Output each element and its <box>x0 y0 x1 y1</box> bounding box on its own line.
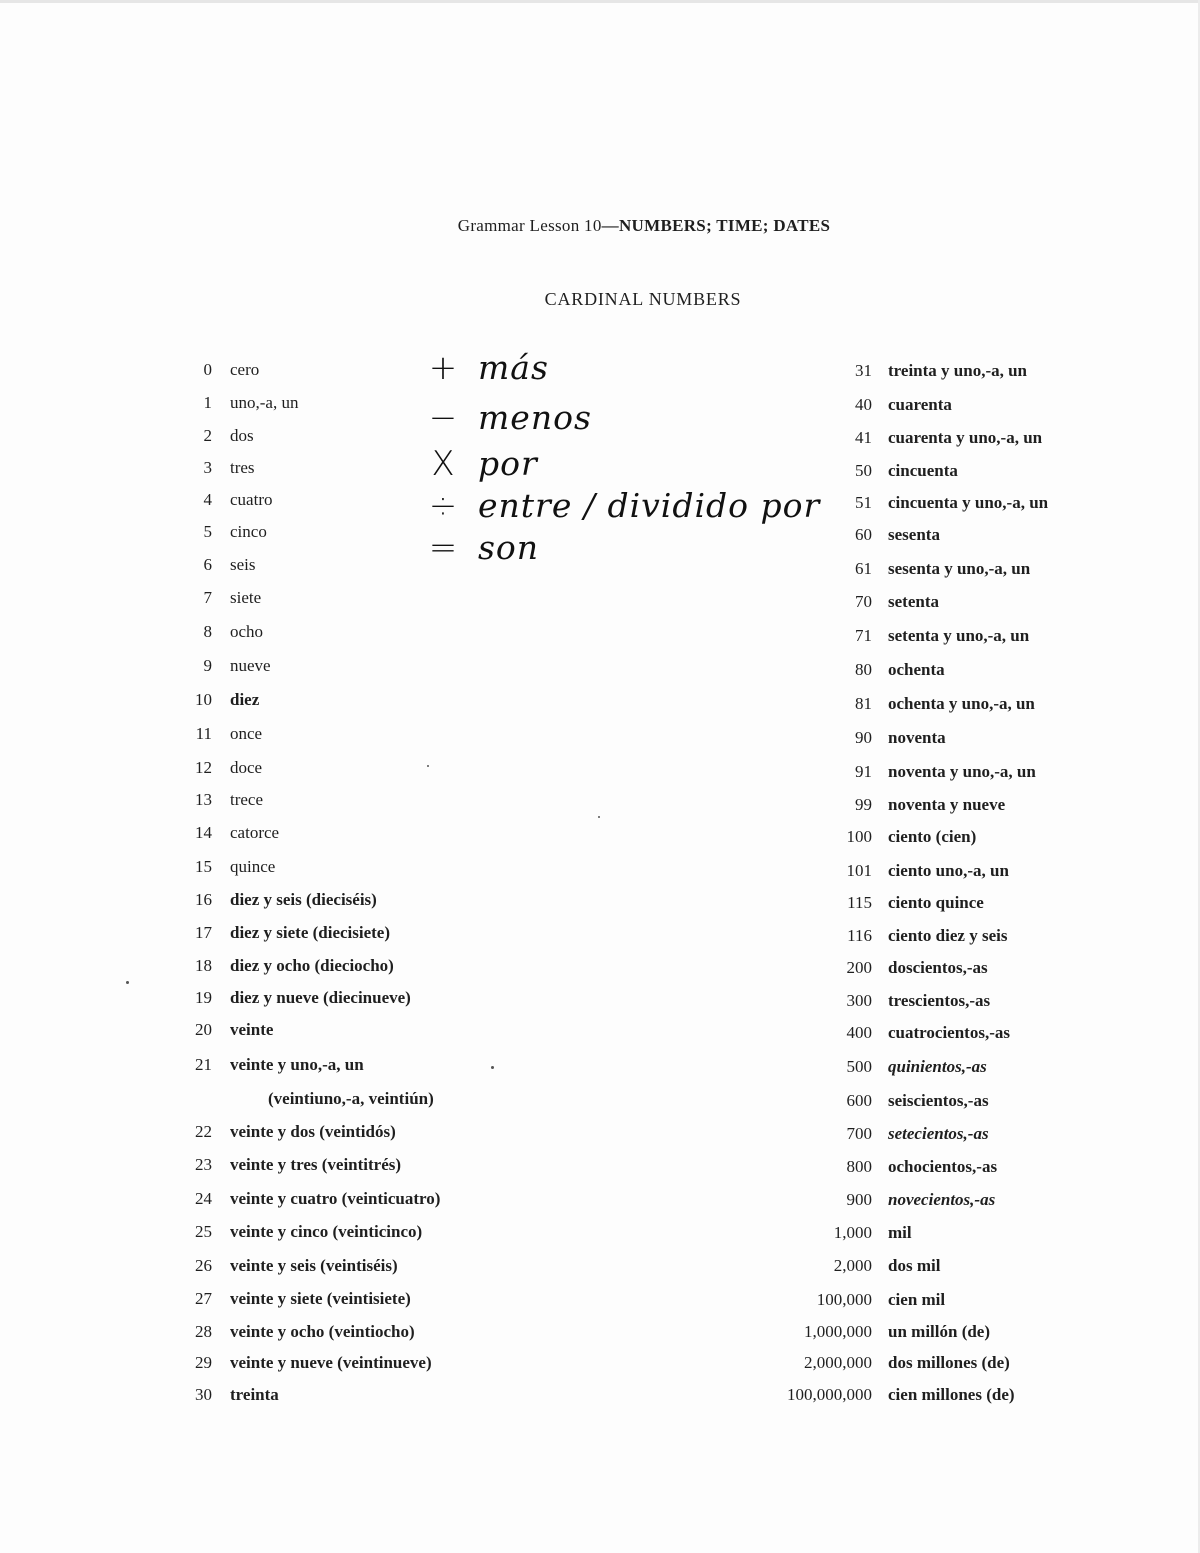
spanish-word: doscientos,-as <box>888 958 988 977</box>
page-title-lead: Grammar Lesson 10 <box>457 216 602 235</box>
spanish-word: quince <box>230 857 276 876</box>
number: 13 <box>195 790 212 809</box>
number: 80 <box>855 660 872 679</box>
list-item <box>190 360 259 380</box>
number: 9 <box>203 656 212 675</box>
number: 27 <box>195 1289 212 1308</box>
spanish-word: nueve <box>230 656 271 675</box>
spanish-word: diez y nueve (diecinueve) <box>230 988 411 1007</box>
list-item <box>740 926 1007 946</box>
scan-speck <box>427 765 429 767</box>
list-item <box>190 426 254 446</box>
minus-symbol: − <box>428 398 458 438</box>
spanish-word: cuarenta <box>888 395 952 414</box>
list-item <box>190 857 275 877</box>
number: 51 <box>855 493 872 512</box>
section-heading: CARDINAL NUMBERS <box>544 289 742 309</box>
spanish-word: once <box>230 724 263 743</box>
list-item <box>740 991 990 1011</box>
spanish-word: diez y seis (dieciséis) <box>230 890 377 909</box>
list-item <box>740 461 958 481</box>
list-item <box>740 1023 1010 1043</box>
spanish-word: mil <box>888 1223 912 1242</box>
list-item <box>190 823 279 843</box>
number: 50 <box>855 461 872 480</box>
list-item <box>190 790 263 810</box>
spanish-word: un millón (de) <box>888 1322 991 1341</box>
number: 81 <box>855 694 872 713</box>
spanish-word: cuatro <box>230 490 273 509</box>
divide-symbol: ÷ <box>428 486 458 526</box>
spanish-word: cero <box>230 360 260 379</box>
list-item <box>190 988 411 1008</box>
number: 100 <box>846 827 872 846</box>
list-item <box>190 588 261 608</box>
number: 100,000 <box>816 1290 872 1309</box>
number: 20 <box>195 1020 212 1039</box>
spanish-word: veinte y seis (veintiséis) <box>230 1256 398 1275</box>
list-item <box>190 1020 273 1040</box>
page-title-rest: —NUMBERS; TIME; DATES <box>601 216 831 235</box>
spanish-word: trescientos,-as <box>888 991 991 1010</box>
list-item <box>740 1353 1010 1373</box>
list-item <box>190 758 262 778</box>
spanish-word: dos millones (de) <box>888 1353 1010 1372</box>
spanish-word: veinte y cuatro (veinticuatro) <box>230 1189 441 1208</box>
number: 26 <box>195 1256 212 1275</box>
number: 100,000,000 <box>787 1385 872 1404</box>
list-item <box>740 1124 989 1144</box>
number: 600 <box>846 1091 872 1110</box>
number: 24 <box>195 1189 212 1208</box>
number: 10 <box>195 690 212 709</box>
handwritten-note <box>418 528 539 568</box>
scan-speck <box>491 1066 494 1069</box>
number: 400 <box>846 1023 872 1042</box>
list-item <box>190 1155 401 1175</box>
list-item <box>740 1157 997 1177</box>
number: 40 <box>855 395 872 414</box>
spanish-word: veinte y cinco (veinticinco) <box>230 1222 423 1241</box>
spanish-word: trece <box>230 790 264 809</box>
number: 61 <box>855 559 872 578</box>
list-item <box>740 728 946 748</box>
list-item <box>190 1289 411 1309</box>
number: 800 <box>846 1157 872 1176</box>
number: 7 <box>203 588 212 607</box>
list-item <box>740 1385 1015 1405</box>
number: 115 <box>847 893 872 912</box>
list-item <box>190 1189 440 1209</box>
handwritten-word: menos <box>478 398 592 437</box>
spanish-word: tres <box>230 458 255 477</box>
list-item <box>190 923 390 943</box>
list-item <box>190 656 271 676</box>
list-item <box>740 694 1035 714</box>
spanish-word: uno,-a, un <box>230 393 299 412</box>
list-item <box>740 395 952 415</box>
list-item <box>740 827 976 847</box>
list-item <box>740 626 1029 646</box>
spanish-word: diez y ocho (dieciocho) <box>230 956 394 975</box>
number: 16 <box>195 890 212 909</box>
spanish-word: treinta y uno,-a, un <box>888 361 1028 380</box>
spanish-word: sesenta <box>888 525 940 544</box>
spanish-word: setenta y uno,-a, un <box>888 626 1030 645</box>
spanish-word: dos <box>230 426 254 445</box>
list-item <box>740 493 1048 513</box>
list-item <box>190 1353 432 1373</box>
handwritten-word: por <box>478 444 538 483</box>
list-item <box>740 795 1005 815</box>
handwritten-note <box>418 444 538 484</box>
spanish-word: cincuenta y uno,-a, un <box>888 493 1049 512</box>
list-item <box>190 1322 415 1342</box>
spanish-word: ochenta y uno,-a, un <box>888 694 1035 713</box>
scan-speck <box>598 816 600 818</box>
number: 25 <box>195 1222 212 1241</box>
spanish-word: quinientos,-as <box>888 1057 987 1076</box>
list-item <box>740 893 984 913</box>
spanish-word: cien mil <box>888 1290 946 1309</box>
spanish-word: veinte y dos (veintidós) <box>230 1122 396 1141</box>
number: 71 <box>855 626 872 645</box>
spanish-word: catorce <box>230 823 280 842</box>
spanish-word: veinte y tres (veintitrés) <box>230 1155 402 1174</box>
equals-symbol: = <box>428 528 458 568</box>
number: 23 <box>195 1155 212 1174</box>
spanish-word: siete <box>230 588 262 607</box>
list-item <box>190 724 262 744</box>
number: 2,000,000 <box>804 1353 872 1372</box>
page-title <box>0 216 1200 236</box>
list-item <box>190 490 272 510</box>
number: 6 <box>203 555 212 574</box>
handwritten-word: son <box>478 528 540 567</box>
number: 70 <box>855 592 872 611</box>
list-item <box>740 1290 945 1310</box>
list-item <box>740 861 1009 881</box>
number: 19 <box>195 988 212 1007</box>
spanish-word: noventa <box>888 728 946 747</box>
spanish-word: dos mil <box>888 1256 941 1275</box>
spanish-word: setecientos,-as <box>888 1124 989 1143</box>
list-item <box>190 1122 396 1142</box>
number: 12 <box>195 758 212 777</box>
list-item <box>190 622 263 642</box>
number: 101 <box>846 861 872 880</box>
list-item <box>190 1256 398 1276</box>
spanish-word: cincuenta <box>888 461 958 480</box>
list-item <box>740 1190 995 1210</box>
list-item <box>190 956 394 976</box>
spanish-word: veinte y siete (veintisiete) <box>230 1289 411 1308</box>
list-item <box>190 1089 434 1109</box>
spanish-word: treinta <box>230 1385 279 1404</box>
spanish-word: veinte y nueve (veintinueve) <box>230 1353 432 1372</box>
list-item <box>190 1385 279 1405</box>
number: 5 <box>203 522 212 541</box>
number: 21 <box>195 1055 212 1074</box>
spanish-word: doce <box>230 758 263 777</box>
list-item <box>740 361 1027 381</box>
number: 900 <box>846 1190 872 1209</box>
list-item <box>740 958 988 978</box>
number: 31 <box>855 361 872 380</box>
list-item <box>190 1055 364 1075</box>
spanish-word: ciento quince <box>888 893 984 912</box>
spanish-word: ocho <box>230 622 264 641</box>
scan-speck <box>126 981 129 984</box>
spanish-word: cuarenta y uno,-a, un <box>888 428 1043 447</box>
list-item <box>740 1091 989 1111</box>
spanish-word: veinte y ocho (veintiocho) <box>230 1322 415 1341</box>
number: 200 <box>846 958 872 977</box>
number: 11 <box>195 724 212 743</box>
list-item <box>740 660 945 680</box>
number: 18 <box>195 956 212 975</box>
number: 500 <box>846 1057 872 1076</box>
spanish-word: noventa y uno,-a, un <box>888 762 1036 781</box>
list-item <box>190 1222 422 1242</box>
number: 4 <box>203 490 212 509</box>
spanish-word: ochenta <box>888 660 945 679</box>
number: 8 <box>203 622 212 641</box>
list-item <box>190 393 298 413</box>
list-item <box>740 1322 990 1342</box>
number: 0 <box>203 360 212 379</box>
plus-symbol: + <box>428 348 458 388</box>
spanish-word: ciento (cien) <box>888 827 977 846</box>
spanish-word: cien millones (de) <box>888 1385 1015 1404</box>
spanish-word: seiscientos,-as <box>888 1091 989 1110</box>
spanish-word: ciento uno,-a, un <box>888 861 1009 880</box>
handwritten-note <box>418 398 592 438</box>
number: 41 <box>855 428 872 447</box>
list-item <box>740 559 1030 579</box>
list-item <box>190 555 256 575</box>
spanish-word: noventa y nueve <box>888 795 1006 814</box>
list-item <box>740 525 940 545</box>
list-item <box>190 522 267 542</box>
spanish-word: seis <box>230 555 256 574</box>
spanish-word: veinte <box>230 1020 274 1039</box>
list-item <box>740 592 939 612</box>
scan-edge-top <box>0 0 1200 3</box>
list-item <box>190 890 377 910</box>
number: 22 <box>195 1122 212 1141</box>
number: 99 <box>855 795 872 814</box>
number: 2 <box>203 426 212 445</box>
spanish-word: ochocientos,-as <box>888 1157 998 1176</box>
times-symbol: X <box>431 444 455 484</box>
number: 17 <box>195 923 212 942</box>
spanish-word: ciento diez y seis <box>888 926 1008 945</box>
number: 90 <box>855 728 872 747</box>
number: 300 <box>846 991 872 1010</box>
number: 60 <box>855 525 872 544</box>
handwritten-note <box>418 348 549 388</box>
number: 91 <box>855 762 872 781</box>
spanish-word: setenta <box>888 592 939 611</box>
spanish-word: novecientos,-as <box>888 1190 996 1209</box>
number: 1,000 <box>833 1223 872 1242</box>
list-item <box>740 1223 912 1243</box>
spanish-word: diez <box>230 690 260 709</box>
number: 1 <box>203 393 212 412</box>
number: 14 <box>195 823 212 842</box>
spanish-word: cinco <box>230 522 267 541</box>
list-item <box>740 1057 987 1077</box>
number: 29 <box>195 1353 212 1372</box>
spanish-word: sesenta y uno,-a, un <box>888 559 1031 578</box>
list-item <box>740 762 1036 782</box>
number: 28 <box>195 1322 212 1341</box>
number: 30 <box>195 1385 212 1404</box>
list-item <box>740 428 1042 448</box>
spanish-word: diez y siete (diecisiete) <box>230 923 391 942</box>
number: 2,000 <box>833 1256 872 1275</box>
handwritten-word: entre / dividido por <box>478 486 821 525</box>
spanish-word: cuatrocientos,-as <box>888 1023 1010 1042</box>
spanish-word: (veintiuno,-a, veintiún) <box>268 1089 434 1108</box>
handwritten-word: más <box>478 348 549 387</box>
number: 700 <box>846 1124 872 1143</box>
list-item <box>190 690 259 710</box>
number: 15 <box>195 857 212 876</box>
list-item <box>740 1256 940 1276</box>
number: 3 <box>203 458 212 477</box>
number: 116 <box>847 926 872 945</box>
number: 1,000,000 <box>804 1322 872 1341</box>
spanish-word: veinte y uno,-a, un <box>230 1055 364 1074</box>
list-item <box>190 458 255 478</box>
